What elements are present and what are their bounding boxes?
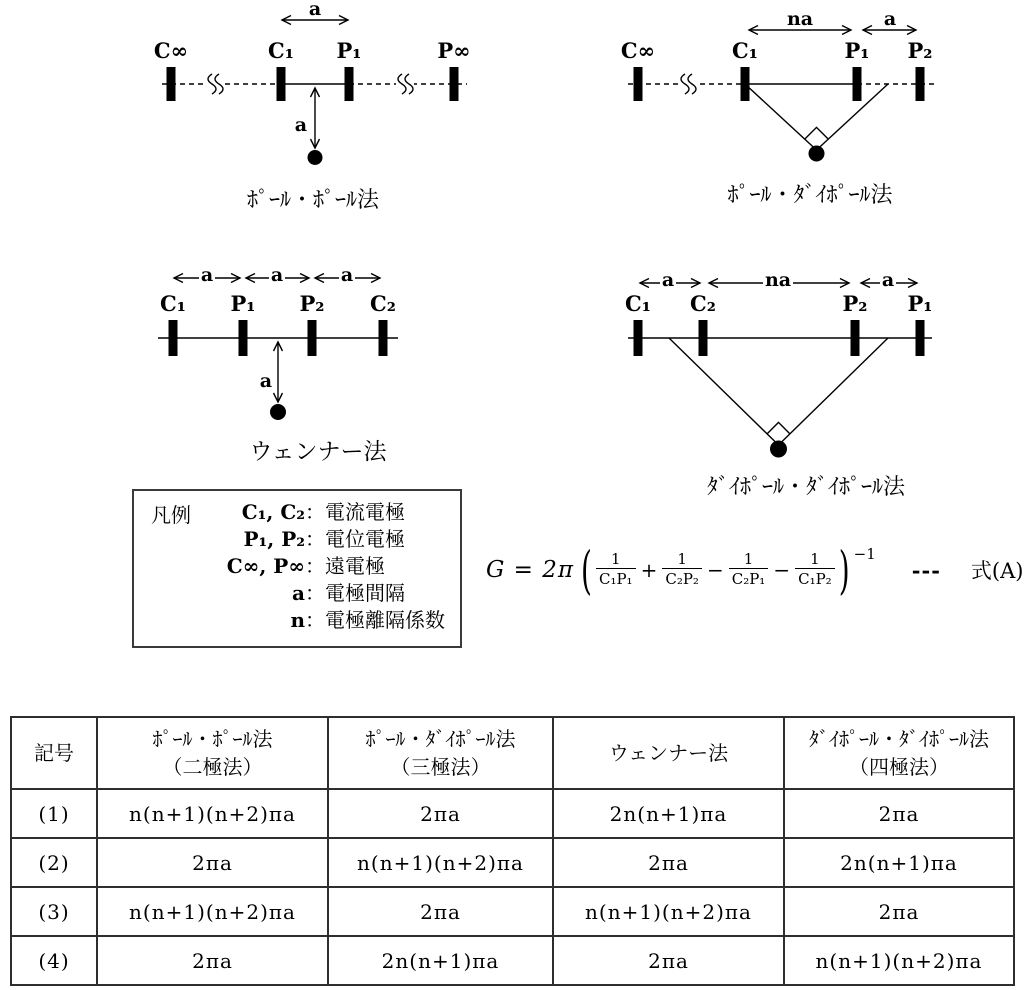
denominator: C₁P₂ (795, 568, 835, 590)
table-cell: 2πa (784, 789, 1014, 838)
legend-item (215, 499, 445, 526)
legend-symbol: a (292, 581, 305, 605)
table-cell: 2πa (553, 936, 784, 985)
dipole-dipole-diagram (625, 269, 932, 500)
electrode-label: P∞ (437, 38, 471, 63)
legend-box (132, 489, 462, 648)
spacing-label: a (881, 269, 895, 291)
legend-separator: ： (305, 581, 325, 605)
pole-pole-diagram (154, 0, 471, 213)
table-header-row (11, 717, 1014, 789)
denominator: C₁P₁ (596, 568, 636, 590)
electrode-label: P₂ (299, 291, 325, 316)
legend-symbol: C∞, P∞ (226, 554, 305, 578)
legend-desc: 電流電極 (325, 500, 405, 524)
sight-line (669, 338, 779, 445)
table-cell: 2πa (97, 838, 328, 887)
sight-line (817, 84, 889, 150)
legend-desc: 電極離隔係数 (325, 608, 445, 632)
numerator: 1 (810, 549, 820, 568)
col-header-symbol: 記号 (11, 717, 97, 789)
diagram-caption: ﾎﾟｰﾙ・ﾎﾟｰﾙ法 (246, 188, 380, 213)
spacing-arrow (640, 269, 700, 291)
diagram-caption: ﾎﾟｰﾙ・ﾀﾞｲﾎﾟｰﾙ法 (727, 183, 893, 208)
col-header-dipole-dipole: ﾀﾞｲﾎﾟｰﾙ・ﾀﾞｲﾎﾟｰﾙ法 （四極法） (784, 717, 1014, 789)
spacing-arrow (315, 264, 380, 286)
dash-separator: --- (911, 557, 941, 583)
measurement-point (270, 404, 286, 420)
table-cell: 2πa (784, 887, 1014, 936)
electrode-label: C∞ (153, 38, 189, 63)
electrode (308, 320, 317, 356)
electrode (239, 320, 248, 356)
row-id: (2) (11, 838, 97, 887)
electrode (379, 320, 388, 356)
electrode-label: C₁ (625, 291, 651, 316)
legend-separator: ： (305, 500, 325, 524)
spacing-label: na (786, 8, 814, 30)
col-header-wenner: ウェンナー法 (553, 717, 784, 789)
row-id: (1) (11, 789, 97, 838)
col-header-pole-dipole: ﾎﾟｰﾙ・ﾀﾞｲﾎﾟｰﾙ法 （三極法） (328, 717, 553, 789)
legend-items (215, 499, 445, 646)
spacing-arrow (863, 8, 916, 35)
exponent: −1 (853, 545, 876, 563)
table-row (11, 887, 1014, 936)
formula-lhs: G = 2π (486, 557, 575, 583)
legend-title: 凡例 (151, 503, 191, 527)
numerator: 1 (743, 549, 754, 568)
electrode-label: P₂ (842, 291, 868, 316)
electrode-label: C₂ (370, 291, 396, 316)
electrode (916, 67, 925, 101)
pole-dipole-diagram (621, 8, 936, 208)
measurement-point (308, 150, 323, 165)
denominator: C₂P₁ (729, 568, 769, 590)
spacing-label: a (270, 264, 284, 286)
electrode-label: P₂ (907, 38, 933, 63)
legend-separator: ： (305, 527, 325, 551)
electrode-label: P₁ (907, 291, 933, 316)
legend-item (215, 553, 445, 580)
spacing-arrow (246, 264, 309, 286)
spacing-label: a (200, 264, 214, 286)
electrode (699, 320, 708, 356)
col-header-pole-pole: ﾎﾟｰﾙ・ﾎﾟｰﾙ法 （二極法） (97, 717, 328, 789)
equation-label: 式(A) (970, 559, 1024, 583)
diagram-caption: ﾀﾞｲﾎﾟｰﾙ・ﾀﾞｲﾎﾟｰﾙ法 (706, 475, 906, 500)
geometric-factor-table (10, 716, 1015, 986)
legend-item (215, 580, 445, 607)
diagram-caption: ウェンナー法 (249, 439, 387, 465)
electrode-label: C₂ (690, 291, 716, 316)
spacing-label: a (340, 264, 354, 286)
legend-separator: ： (305, 608, 325, 632)
legend-symbol: n (290, 608, 305, 632)
fraction (729, 551, 769, 590)
measurement-point (809, 146, 825, 162)
depth-label: a (294, 114, 307, 136)
electrode-label: P₁ (844, 38, 870, 63)
table-cell: n(n+1)(n+2)πa (97, 789, 328, 838)
fraction (596, 551, 636, 590)
electrode-label: C₁ (268, 38, 294, 63)
electrode-label: C₁ (732, 38, 758, 63)
depth-arrow (260, 342, 283, 402)
electrode (853, 67, 862, 101)
operator: + (640, 558, 658, 582)
electrode (916, 320, 925, 356)
operator: − (706, 558, 724, 582)
table-cell: 2πa (328, 887, 553, 936)
table-row (11, 789, 1014, 838)
numerator: 1 (677, 549, 687, 568)
legend-item (215, 607, 445, 634)
right-angle-marker (767, 422, 790, 433)
row-id: (3) (11, 887, 97, 936)
operator: − (773, 558, 791, 582)
spacing-arrow (282, 0, 348, 25)
table-cell: 2n(n+1)πa (553, 789, 784, 838)
depth-arrow (295, 88, 320, 148)
spacing-label: a (883, 8, 897, 30)
electrode (167, 67, 176, 101)
table-cell: 2πa (97, 936, 328, 985)
open-paren: ( (581, 539, 592, 601)
measurement-point (770, 441, 787, 458)
table-cell: n(n+1)(n+2)πa (97, 887, 328, 936)
legend-symbol: P₁, P₂ (243, 527, 305, 551)
spacing-arrow (749, 8, 851, 35)
electrode (169, 320, 178, 356)
legend-desc: 遠電極 (325, 554, 385, 578)
legend-item (215, 526, 445, 553)
electrode (277, 67, 286, 101)
table-cell: 2πa (328, 789, 553, 838)
table-cell: 2n(n+1)πa (784, 838, 1014, 887)
table-row (11, 936, 1014, 985)
row-id: (4) (11, 936, 97, 985)
electrode-label: P₁ (336, 38, 362, 63)
wenner-diagram (158, 264, 398, 465)
fraction (795, 551, 835, 590)
electrode (634, 320, 643, 356)
spacing-arrow (861, 269, 917, 291)
right-angle-marker (805, 127, 828, 138)
table-cell: n(n+1)(n+2)πa (328, 838, 553, 887)
sight-line (745, 84, 817, 150)
electrode (345, 67, 354, 101)
table-cell: 2πa (553, 838, 784, 887)
table-cell: n(n+1)(n+2)πa (553, 887, 784, 936)
electrode-label: C∞ (620, 38, 656, 63)
electrode-label: P₁ (230, 291, 256, 316)
legend-desc: 電位電極 (325, 527, 405, 551)
electrode (634, 67, 643, 101)
depth-label: a (259, 370, 272, 392)
legend-separator: ： (305, 554, 325, 578)
legend-symbol: C₁, C₂ (241, 500, 305, 524)
geometric-factor-formula (486, 536, 1023, 604)
denominator: C₂P₂ (662, 568, 702, 590)
numerator: 1 (611, 549, 621, 568)
electrode-label: C₁ (160, 291, 186, 316)
table-row (11, 838, 1014, 887)
table-cell: 2n(n+1)πa (328, 936, 553, 985)
spacing-label: na (764, 269, 792, 291)
table-cell: n(n+1)(n+2)πa (784, 936, 1014, 985)
close-paren: ) (838, 539, 850, 601)
spacing-arrow (174, 264, 240, 286)
electrode (450, 67, 459, 101)
legend-desc: 電極間隔 (325, 581, 405, 605)
sight-line (779, 338, 889, 445)
fraction (662, 551, 702, 590)
spacing-arrow (709, 269, 849, 291)
spacing-label: a (661, 269, 675, 291)
electrode (851, 320, 860, 356)
spacing-label: a (308, 0, 322, 20)
